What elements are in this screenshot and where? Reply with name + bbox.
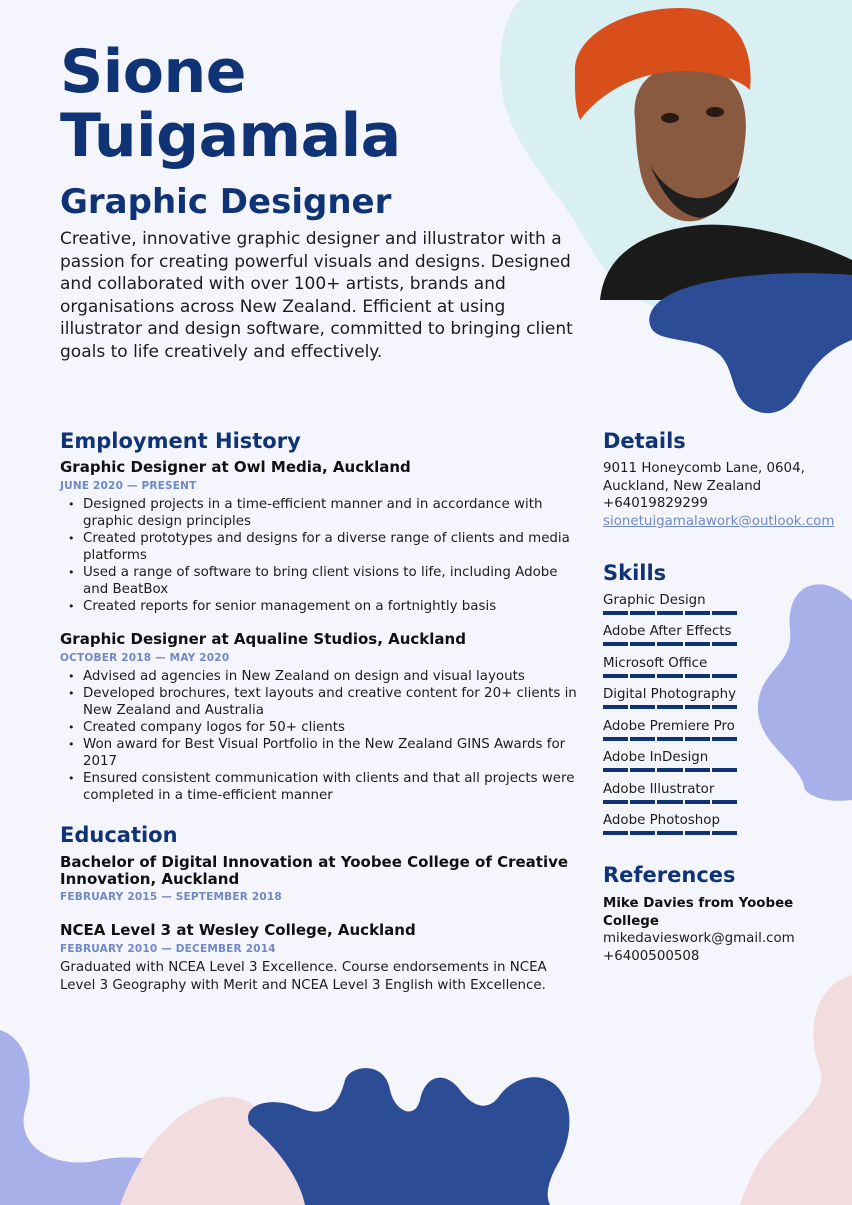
education-dates: FEBRUARY 2010 — DECEMBER 2014 xyxy=(60,943,276,955)
bullet-item: • Won award for Best Visual Portfolio in the New Zealand GINS Awards for 2017 xyxy=(60,736,580,770)
job-dates: JUNE 2020 — PRESENT xyxy=(60,480,197,492)
job-title-heading: Graphic Designer xyxy=(60,182,392,222)
skill-level-bar xyxy=(603,800,737,804)
skill-level-bar xyxy=(603,674,737,678)
skill-label: Adobe Photoshop xyxy=(603,813,720,828)
skill-label: Graphic Design xyxy=(603,593,706,608)
job-title: Graphic Designer at Aqualine Studios, Auckland xyxy=(60,630,466,648)
education-title: NCEA Level 3 at Wesley College, Auckland xyxy=(60,921,416,939)
skill-label: Adobe Illustrator xyxy=(603,782,715,797)
employment-section xyxy=(60,428,580,804)
education-section xyxy=(60,822,580,994)
employment-heading: Employment History xyxy=(60,429,301,453)
bullet-item: • Used a range of software to bring client visions to life, including Adobe and BeatBox xyxy=(60,564,580,598)
skill-label: Adobe Premiere Pro xyxy=(603,719,735,734)
skill-item xyxy=(603,781,737,804)
reference-name: Mike Davies from Yoobee College xyxy=(603,896,794,929)
skill-item xyxy=(603,749,737,772)
skill-label: Digital Photography xyxy=(603,687,737,702)
job-bullets xyxy=(60,668,580,804)
education-title: Bachelor of Digital Innovation at Yoobee College of Creative Innovation, Auckland xyxy=(60,853,569,888)
references-section xyxy=(603,862,803,965)
address-line-2: Auckland, New Zealand xyxy=(603,478,762,494)
address-line-1: 9011 Honeycomb Lane, 0604, xyxy=(603,461,805,476)
first-name: Sione xyxy=(60,37,246,107)
references-heading: References xyxy=(603,863,736,887)
bullet-item: • Created company logos for 50+ clients xyxy=(60,719,580,736)
email-link[interactable]: sionetuigamalawork@outlook.com xyxy=(603,513,835,529)
details-heading: Details xyxy=(603,429,686,453)
bullet-item: • Created prototypes and designs for a diverse range of clients and media platforms xyxy=(60,530,580,564)
details-section xyxy=(603,428,843,530)
skill-item xyxy=(603,655,737,678)
phone-number: +64019829299 xyxy=(603,496,708,511)
reference-email: mikedavieswork@gmail.com xyxy=(603,931,795,946)
education-description: Graduated with NCEA Level 3 Excellence. Course endorsements in NCEA Level 3 Geography with Merit and NCEA Level 3 English with Excellence. xyxy=(60,960,547,993)
bullet-item: • Designed projects in a time-efficient manner and in accordance with graphic design principles xyxy=(60,496,580,530)
skill-label: Adobe InDesign xyxy=(603,750,709,765)
bullet-item: • Created reports for senior management on a fortnightly basis xyxy=(60,598,580,615)
skill-label: Microsoft Office xyxy=(603,656,708,671)
skill-label: Adobe After Effects xyxy=(603,624,732,639)
bullet-item: • Ensured consistent communication with clients and that all projects were completed in a time-efficient manner xyxy=(60,770,580,804)
education-heading: Education xyxy=(60,823,178,847)
pink-blob-bottom-right xyxy=(740,975,852,1205)
navy-blob-top xyxy=(640,270,852,420)
job-entry xyxy=(60,630,580,804)
lilac-blob-right xyxy=(758,584,852,800)
education-entry xyxy=(60,854,580,904)
job-title: Graphic Designer at Owl Media, Auckland xyxy=(60,458,411,476)
education-dates: FEBRUARY 2015 — SEPTEMBER 2018 xyxy=(60,891,282,903)
skill-level-bar xyxy=(603,705,737,709)
skill-item xyxy=(603,686,737,709)
profile-summary: Creative, innovative graphic designer and illustrator with a passion for creating powerful visuals and designs. Designed and collaborated with over 100+ artists, brands and organisations across New Zealand. Efficient at using illustrator and design software, committed to bringing client goals to life creatively and effectively. xyxy=(60,229,573,362)
skills-heading: Skills xyxy=(603,561,667,585)
skill-item xyxy=(603,592,737,615)
bullet-item: • Advised ad agencies in New Zealand on design and visual layouts xyxy=(60,668,580,685)
candidate-name xyxy=(60,37,401,171)
education-entry xyxy=(60,921,580,994)
last-name: Tuigamala xyxy=(60,101,401,171)
profile-photo xyxy=(570,0,852,300)
job-entry xyxy=(60,458,580,615)
bullet-item: • Developed brochures, text layouts and creative content for 20+ clients in New Zealand and Australia xyxy=(60,685,580,719)
skill-level-bar xyxy=(603,611,737,615)
skill-item xyxy=(603,718,737,741)
job-dates: OCTOBER 2018 — MAY 2020 xyxy=(60,652,230,664)
skill-level-bar xyxy=(603,768,737,772)
skill-level-bar xyxy=(603,737,737,741)
job-bullets xyxy=(60,496,580,615)
reference-phone: +6400500508 xyxy=(603,948,700,964)
skill-level-bar xyxy=(603,642,737,646)
skill-level-bar xyxy=(603,831,737,835)
skill-item xyxy=(603,623,737,646)
skill-item xyxy=(603,812,737,835)
